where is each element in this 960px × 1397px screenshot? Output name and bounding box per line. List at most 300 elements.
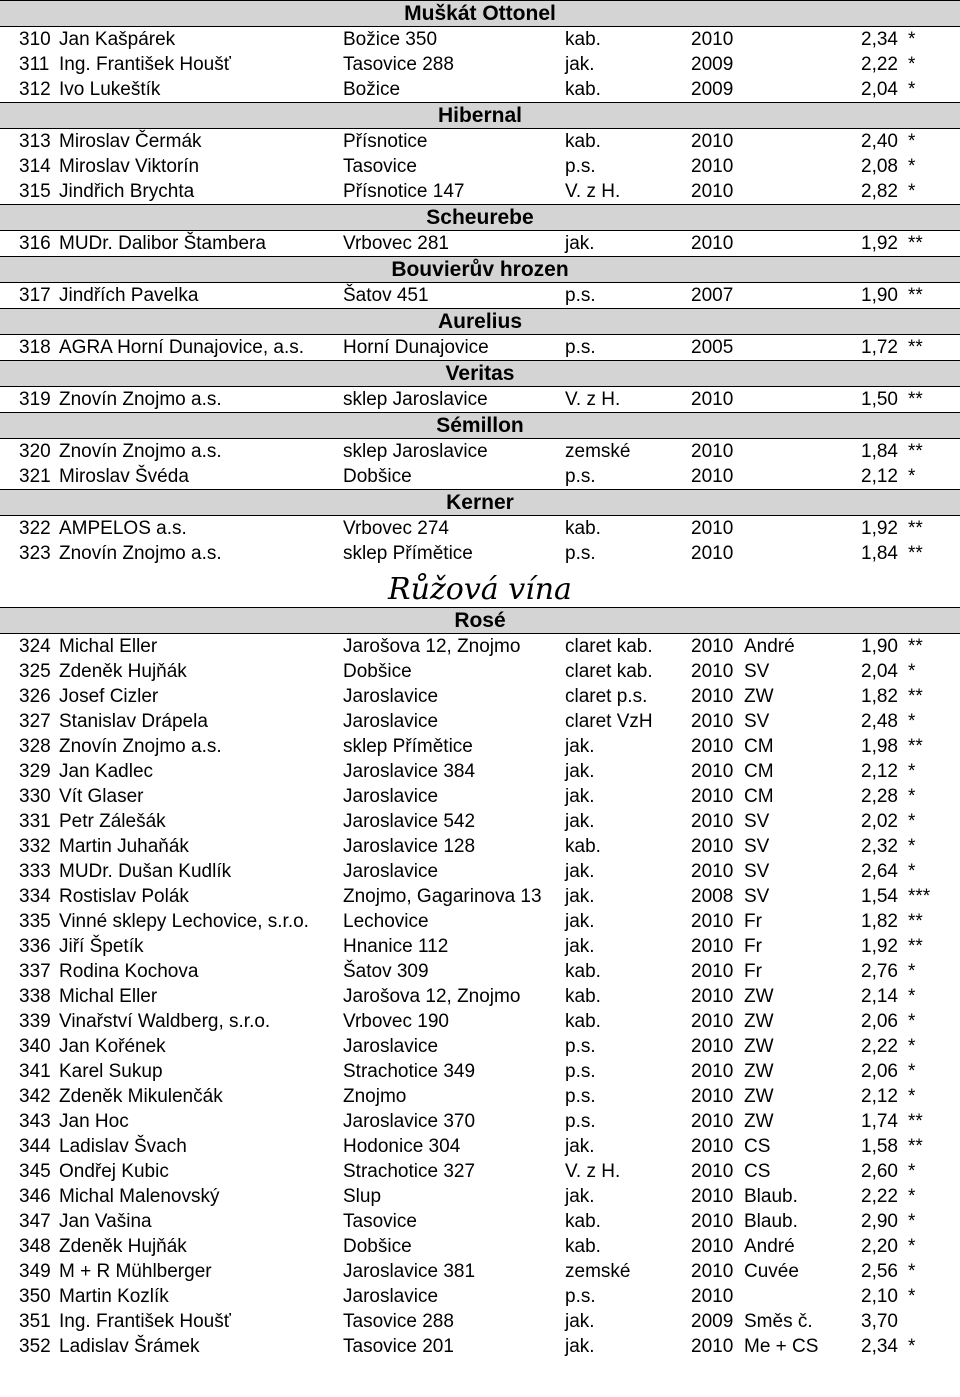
entry-place: Jaroslavice 370 [343,1111,476,1132]
entry-no: 318 [19,337,51,358]
entry-place: Znojmo, Gagarinova 13 [343,886,542,907]
entry-place: Jaroslavice [343,1036,439,1057]
entry-no: 322 [19,518,51,539]
entry-name: Rodina Kochova [59,961,199,982]
entry-place: Přísnotice 147 [343,181,465,202]
entry-name: Martin Juhaňák [59,836,189,857]
entry-type: kab. [565,1211,601,1232]
entry-variety: Cuvée [744,1261,799,1282]
entry-stars: ** [908,285,923,306]
entry-name: Jiří Špetík [59,936,144,957]
entry-place: Hnanice 112 [343,936,449,957]
table-row [0,439,960,464]
entry-name: Michal Malenovský [59,1186,220,1207]
entry-year: 2009 [691,54,734,75]
entry-stars: * [908,836,916,857]
entry-place: Božice [343,79,401,100]
table-row [0,52,960,77]
table-row [0,1034,960,1059]
entry-year: 2010 [691,836,734,857]
entry-no: 316 [19,233,51,254]
entry-year: 2010 [691,543,734,564]
entry-type: kab. [565,131,601,152]
entry-name: Ing. František Houšť [59,1311,231,1332]
entry-grade: 1,90 [861,636,898,657]
table-row [0,1334,960,1359]
entry-variety: Fr [744,911,762,932]
entry-place: Jaroslavice [343,711,439,732]
entry-place: Tasovice 288 [343,54,454,75]
table-row [0,759,960,784]
entry-no: 348 [19,1236,51,1257]
entry-year: 2010 [691,1036,734,1057]
entry-year: 2010 [691,761,734,782]
entry-grade: 1,92 [861,233,898,254]
entry-year: 2010 [691,1011,734,1032]
entry-variety: CM [744,736,774,757]
entry-year: 2010 [691,1111,734,1132]
entry-stars: * [908,1336,916,1357]
entry-no: 327 [19,711,51,732]
entry-place: Tasovice 201 [343,1336,454,1357]
entry-grade: 1,82 [861,911,898,932]
entry-no: 311 [19,54,50,75]
entry-type: jak. [565,786,595,807]
entry-place: Lechovice [343,911,429,932]
entry-year: 2010 [691,131,734,152]
table-row [0,1259,960,1284]
entry-variety: ZW [744,1011,774,1032]
entry-year: 2010 [691,936,734,957]
table-row [0,784,960,809]
entry-type: p.s. [565,1111,596,1132]
entry-place: Dobšice [343,661,412,682]
entry-stars: * [908,1061,916,1082]
entry-place: sklep Jaroslavice [343,441,488,462]
entry-variety: CM [744,761,774,782]
entry-type: kab. [565,79,601,100]
table-row [0,335,960,360]
entry-type: p.s. [565,466,596,487]
entry-name: Stanislav Drápela [59,711,208,732]
table-row [0,464,960,489]
entry-stars: * [908,1036,916,1057]
entry-year: 2009 [691,1311,734,1332]
entry-name: M + R Mühlberger [59,1261,212,1282]
entry-type: claret VzH [565,711,653,732]
entry-variety: Blaub. [744,1186,798,1207]
entry-grade: 2,12 [861,466,898,487]
entry-year: 2010 [691,711,734,732]
entry-name: Ondřej Kubic [59,1161,169,1182]
entry-year: 2010 [691,686,734,707]
entry-no: 315 [19,181,51,202]
entry-year: 2010 [691,986,734,1007]
entry-year: 2010 [691,1186,734,1207]
entry-year: 2010 [691,1236,734,1257]
table-row [0,387,960,412]
entry-place: sklep Přímětice [343,543,473,564]
entry-type: jak. [565,911,595,932]
entry-type: p.s. [565,1061,596,1082]
entry-stars: * [908,1236,916,1257]
table-row [0,1159,960,1184]
section-heading: Hibernal [0,102,960,129]
entry-stars: * [908,1211,916,1232]
entry-name: Petr Zálešák [59,811,166,832]
entry-no: 340 [19,1036,51,1057]
entry-grade: 2,32 [861,836,898,857]
entry-type: p.s. [565,285,596,306]
entry-place: Jaroslavice [343,1286,439,1307]
entry-grade: 3,70 [861,1311,898,1332]
entry-type: jak. [565,54,595,75]
entry-grade: 1,92 [861,936,898,957]
entry-type: jak. [565,1136,595,1157]
table-row [0,27,960,52]
entry-no: 330 [19,786,51,807]
table-row [0,179,960,204]
table-row [0,984,960,1009]
entry-name: Ladislav Švach [59,1136,187,1157]
entry-stars: ** [908,911,923,932]
entry-name: Jindřich Brychta [59,181,195,202]
entry-no: 339 [19,1011,51,1032]
entry-no: 312 [19,79,51,100]
entry-grade: 2,48 [861,711,898,732]
entry-year: 2007 [691,285,734,306]
entry-no: 341 [19,1061,51,1082]
entry-name: Ladislav Šrámek [59,1336,200,1357]
entry-no: 343 [19,1111,51,1132]
entry-type: V. z H. [565,1161,621,1182]
entry-stars: ** [908,518,923,539]
entry-type: kab. [565,1011,601,1032]
entry-variety: Směs č. [744,1311,813,1332]
table-row [0,231,960,256]
entry-variety: ZW [744,986,774,1007]
entry-no: 344 [19,1136,51,1157]
entry-stars: * [908,861,916,882]
table-row [0,1134,960,1159]
entry-stars: * [908,761,916,782]
entry-grade: 2,20 [861,1236,898,1257]
entry-name: Miroslav Švéda [59,466,189,487]
entry-type: jak. [565,811,595,832]
entry-grade: 2,82 [861,181,898,202]
entry-year: 2010 [691,811,734,832]
entry-stars: * [908,466,916,487]
entry-type: p.s. [565,543,596,564]
entry-type: jak. [565,1336,595,1357]
entry-no: 335 [19,911,51,932]
entry-type: V. z H. [565,389,621,410]
entry-stars: * [908,986,916,1007]
entry-no: 333 [19,861,51,882]
entry-type: V. z H. [565,181,621,202]
entry-no: 329 [19,761,51,782]
entry-grade: 1,54 [861,886,898,907]
entry-year: 2010 [691,1261,734,1282]
entry-year: 2010 [691,786,734,807]
entry-grade: 1,50 [861,389,898,410]
section-heading: Muškát Ottonel [0,0,960,27]
entry-grade: 2,02 [861,811,898,832]
entry-grade: 2,22 [861,54,898,75]
entry-place: Horní Dunajovice [343,337,489,358]
table-row [0,634,960,659]
entry-stars: * [908,811,916,832]
entry-place: Tasovice 288 [343,1311,454,1332]
entry-variety: SV [744,836,770,857]
entry-stars: * [908,1011,916,1032]
entry-type: kab. [565,836,601,857]
table-row [0,684,960,709]
entry-year: 2010 [691,466,734,487]
entry-name: Karel Sukup [59,1061,163,1082]
entry-type: zemské [565,1261,631,1282]
entry-type: p.s. [565,156,596,177]
entry-no: 350 [19,1286,51,1307]
entry-place: Hodonice 304 [343,1136,461,1157]
entry-name: MUDr. Dušan Kudlík [59,861,232,882]
entry-no: 338 [19,986,51,1007]
entry-variety: ZW [744,686,774,707]
entry-name: Znovín Znojmo a.s. [59,736,222,757]
entry-type: p.s. [565,1286,596,1307]
entry-place: Šatov 309 [343,961,429,982]
entry-variety: CS [744,1161,771,1182]
entry-type: jak. [565,936,595,957]
entry-year: 2010 [691,861,734,882]
entry-year: 2010 [691,441,734,462]
entry-name: Zdeněk Mikulenčák [59,1086,223,1107]
entry-year: 2010 [691,1336,734,1357]
entry-type: jak. [565,233,595,254]
entry-name: Vinné sklepy Lechovice, s.r.o. [59,911,309,932]
entry-year: 2010 [691,661,734,682]
entry-grade: 2,06 [861,1061,898,1082]
entry-stars: ** [908,233,923,254]
entry-stars: ** [908,636,923,657]
entry-name: Michal Eller [59,636,158,657]
entry-stars: * [908,961,916,982]
entry-no: 310 [19,29,51,50]
entry-no: 332 [19,836,51,857]
entry-place: Jaroslavice 542 [343,811,476,832]
entry-type: jak. [565,861,595,882]
entry-place: Slup [343,1186,382,1207]
entry-stars: * [908,1286,916,1307]
entry-type: kab. [565,986,601,1007]
entry-place: Šatov 451 [343,285,429,306]
entry-name: Jan Hoc [59,1111,129,1132]
entry-name: Michal Eller [59,986,158,1007]
entry-stars: * [908,1086,916,1107]
entry-no: 323 [19,543,51,564]
entry-no: 321 [19,466,51,487]
entry-variety: ZW [744,1111,774,1132]
entry-no: 336 [19,936,51,957]
table-row [0,834,960,859]
entry-stars: ** [908,337,923,358]
entry-place: Jaroslavice [343,686,439,707]
entry-year: 2008 [691,886,734,907]
entry-name: Vinařství Waldberg, s.r.o. [59,1011,271,1032]
entry-name: Rostislav Polák [59,886,189,907]
table-row [0,909,960,934]
entry-no: 320 [19,441,51,462]
entry-stars: *** [908,886,931,907]
entry-grade: 2,90 [861,1211,898,1232]
entry-grade: 1,84 [861,543,898,564]
entry-no: 347 [19,1211,51,1232]
entry-place: Dobšice [343,466,412,487]
entry-variety: Fr [744,936,762,957]
entry-grade: 2,12 [861,1086,898,1107]
entry-grade: 2,76 [861,961,898,982]
entry-name: Zdeněk Hujňák [59,1236,187,1257]
entry-year: 2005 [691,337,734,358]
entry-no: 346 [19,1186,51,1207]
entry-type: p.s. [565,1036,596,1057]
entry-place: sklep Přímětice [343,736,473,757]
entry-grade: 2,12 [861,761,898,782]
entry-grade: 1,84 [861,441,898,462]
entry-no: 324 [19,636,51,657]
entry-variety: Fr [744,961,762,982]
entry-variety: CM [744,786,774,807]
table-row [0,1059,960,1084]
entry-year: 2010 [691,736,734,757]
entry-no: 314 [19,156,51,177]
section-heading: Bouvierův hrozen [0,256,960,283]
entry-stars: ** [908,686,923,707]
entry-variety: ZW [744,1036,774,1057]
entry-place: Božice 350 [343,29,438,50]
entry-variety: ZW [744,1061,774,1082]
entry-name: Ing. František Houšť [59,54,231,75]
table-row [0,809,960,834]
entry-year: 2010 [691,1286,734,1307]
table-row [0,959,960,984]
entry-grade: 2,28 [861,786,898,807]
table-row [0,859,960,884]
entry-year: 2010 [691,181,734,202]
entry-stars: * [908,131,916,152]
table-row [0,659,960,684]
entry-stars: * [908,786,916,807]
entry-name: Jan Kadlec [59,761,154,782]
table-row [0,541,960,566]
entry-stars: ** [908,543,923,564]
entry-grade: 2,22 [861,1186,898,1207]
entry-place: Jaroslavice 128 [343,836,476,857]
entry-no: 342 [19,1086,51,1107]
entry-name: Josef Cizler [59,686,159,707]
entry-year: 2010 [691,233,734,254]
entry-year: 2010 [691,1061,734,1082]
table-row [0,734,960,759]
entry-no: 352 [19,1336,51,1357]
entry-name: Znovín Znojmo a.s. [59,543,222,564]
entry-variety: CS [744,1136,771,1157]
entry-no: 325 [19,661,51,682]
entry-name: Jan Vašina [59,1211,152,1232]
table-row [0,1009,960,1034]
entry-year: 2010 [691,389,734,410]
entry-year: 2010 [691,1161,734,1182]
entry-stars: * [908,156,916,177]
entry-place: Vrbovec 274 [343,518,449,539]
table-row [0,1084,960,1109]
entry-variety: André [744,636,795,657]
entry-place: Tasovice [343,1211,417,1232]
entry-no: 334 [19,886,51,907]
table-row [0,934,960,959]
entry-no: 313 [19,131,51,152]
entry-name: Jindřích Pavelka [59,285,199,306]
table-row [0,154,960,179]
entry-stars: * [908,1161,916,1182]
entry-no: 351 [19,1311,51,1332]
entry-stars: * [908,1261,916,1282]
entry-stars: * [908,661,916,682]
entry-grade: 1,58 [861,1136,898,1157]
entry-type: jak. [565,761,595,782]
section-heading: Scheurebe [0,204,960,231]
entry-grade: 2,10 [861,1286,898,1307]
entry-type: jak. [565,1186,595,1207]
entry-variety: Me + CS [744,1336,819,1357]
entry-year: 2010 [691,1086,734,1107]
entry-name: AGRA Horní Dunajovice, a.s. [59,337,304,358]
entry-type: kab. [565,29,601,50]
entry-place: Strachotice 327 [343,1161,476,1182]
entry-place: Tasovice [343,156,417,177]
entry-type: claret kab. [565,636,653,657]
table-row [0,129,960,154]
entry-type: p.s. [565,337,596,358]
entry-no: 317 [19,285,51,306]
entry-year: 2010 [691,961,734,982]
entry-stars: ** [908,1111,923,1132]
entry-variety: SV [744,711,770,732]
entry-stars: ** [908,736,923,757]
entry-name: Znovín Znojmo a.s. [59,441,222,462]
section-heading: Aurelius [0,308,960,335]
entry-stars: ** [908,441,923,462]
entry-name: Martin Kozlík [59,1286,169,1307]
entry-stars: * [908,54,916,75]
entry-grade: 2,56 [861,1261,898,1282]
entry-year: 2010 [691,1211,734,1232]
entry-variety: SV [744,811,770,832]
entry-year: 2009 [691,79,734,100]
entry-year: 2010 [691,29,734,50]
entry-place: Vrbovec 190 [343,1011,449,1032]
entry-stars: ** [908,936,923,957]
entry-name: Vít Glaser [59,786,144,807]
entry-type: claret p.s. [565,686,648,707]
entry-no: 328 [19,736,51,757]
entry-stars: * [908,181,916,202]
rose-wines-title: Růžová vína [388,572,572,607]
entry-grade: 1,90 [861,285,898,306]
entry-type: kab. [565,518,601,539]
entry-grade: 2,22 [861,1036,898,1057]
entry-place: Strachotice 349 [343,1061,476,1082]
